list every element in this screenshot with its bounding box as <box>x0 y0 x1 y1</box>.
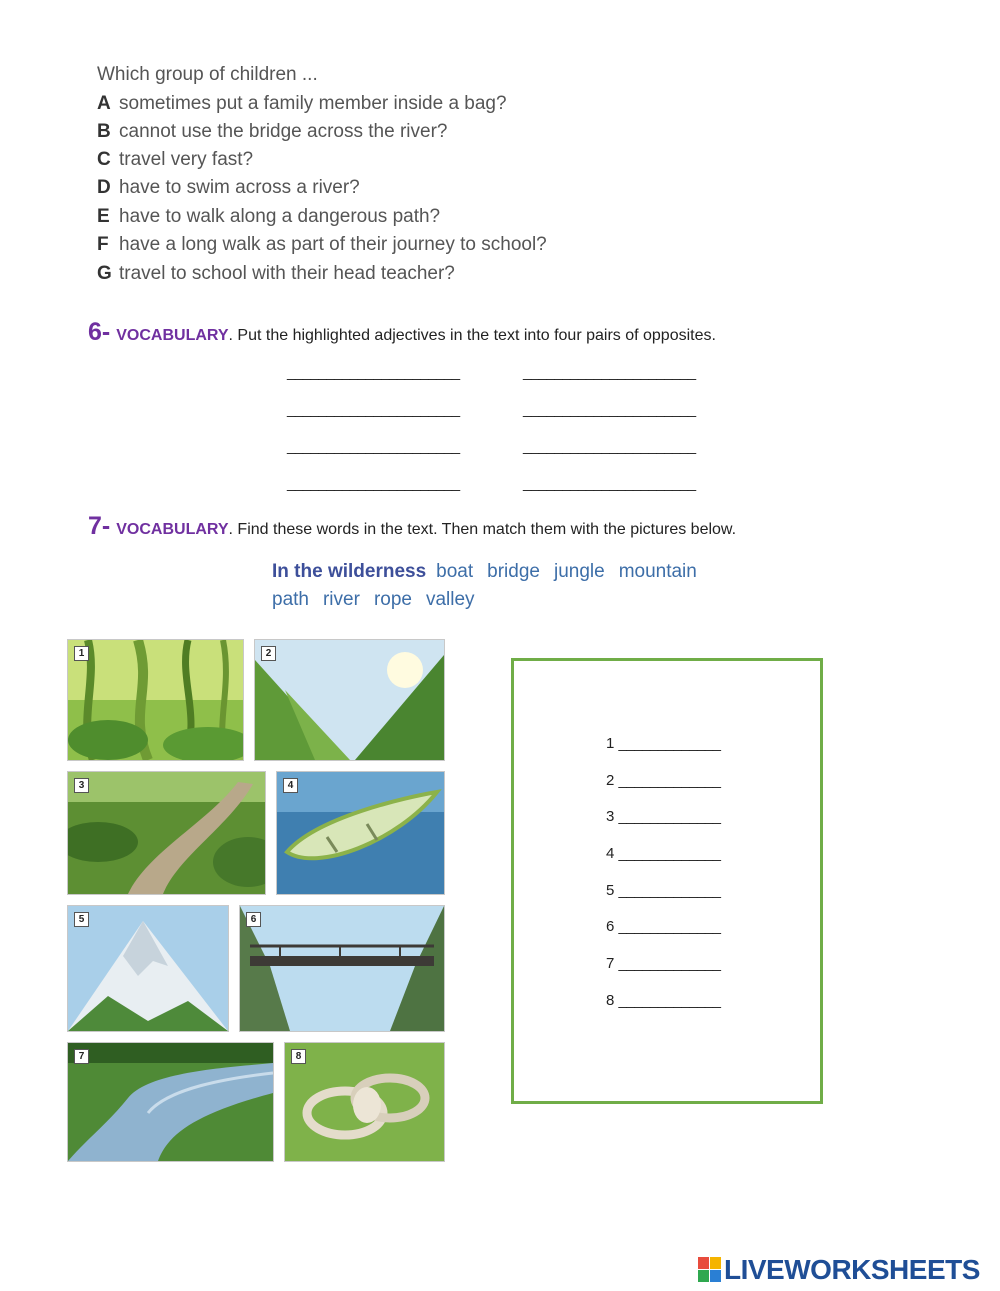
question-intro: Which group of children ... <box>97 64 318 85</box>
answer-number: 3 <box>606 808 615 825</box>
question-item <box>97 177 360 199</box>
word: jungle <box>553 561 605 582</box>
section-number: 7- <box>88 512 111 540</box>
word-box-title: In the wilderness <box>272 561 427 582</box>
question-letter: C <box>97 149 111 170</box>
answer-box <box>511 658 823 1104</box>
logo-mark-icon <box>698 1257 722 1283</box>
picture-number: 3 <box>74 778 89 793</box>
question-text: cannot use the bridge across the river? <box>119 121 448 142</box>
question-item <box>97 206 440 228</box>
word: rope <box>373 589 412 610</box>
answer-blank[interactable]: ______________________ <box>287 475 460 492</box>
answer-blank[interactable]: ______________________ <box>287 401 460 418</box>
question-text: sometimes put a family member inside a bag? <box>119 93 507 114</box>
word-box-line <box>272 586 711 614</box>
word: valley <box>425 589 475 610</box>
answer-number: 2 <box>606 772 615 789</box>
answer-number: 5 <box>606 882 615 899</box>
section-number: 6- <box>88 318 111 346</box>
question-text: have a long walk as part of their journey to school? <box>119 234 547 255</box>
answer-row[interactable] <box>606 882 720 899</box>
answer-blank[interactable]: ______________________ <box>523 401 696 418</box>
word: path <box>272 589 309 610</box>
question-text: have to swim across a river? <box>119 177 360 198</box>
answer-blank[interactable]: _____________ <box>618 845 721 862</box>
answer-row[interactable] <box>606 918 720 935</box>
word: boat <box>436 561 474 582</box>
boat-image <box>276 771 445 895</box>
mountain-image <box>67 905 229 1032</box>
answer-number: 6 <box>606 918 615 935</box>
answer-row[interactable] <box>606 845 720 862</box>
answer-blank[interactable]: _____________ <box>618 992 721 1009</box>
logo-text: LIVEWORKSHEETS <box>724 1254 980 1285</box>
section-keyword: VOCABULARY <box>116 521 229 538</box>
question-item <box>97 149 253 171</box>
word-box-line <box>272 558 711 586</box>
section-instruction: . Put the highlighted adjectives in the text into four pairs of opposites. <box>228 327 716 344</box>
answer-number: 1 <box>606 735 615 752</box>
answer-row[interactable] <box>606 735 720 752</box>
river-image <box>67 1042 274 1162</box>
answer-blank[interactable]: _____________ <box>618 882 721 899</box>
question-letter: E <box>97 206 110 227</box>
answer-number: 4 <box>606 845 615 862</box>
picture-number: 5 <box>74 912 89 927</box>
picture-number: 1 <box>74 646 89 661</box>
section-7-heading <box>88 512 736 541</box>
jungle-image <box>67 639 244 761</box>
picture-number: 4 <box>283 778 298 793</box>
valley-image <box>254 639 445 761</box>
question-item <box>97 234 547 256</box>
answer-number: 8 <box>606 992 615 1009</box>
question-item <box>97 93 507 115</box>
answer-blank[interactable]: _____________ <box>618 808 721 825</box>
question-text: have to walk along a dangerous path? <box>119 206 441 227</box>
answer-blank[interactable]: _____________ <box>618 772 721 789</box>
answer-blank[interactable]: _____________ <box>618 955 721 972</box>
answer-row[interactable] <box>606 772 720 789</box>
liveworksheets-logo[interactable] <box>698 1255 980 1285</box>
rope-image <box>284 1042 445 1162</box>
question-item <box>97 121 447 143</box>
word: mountain <box>618 561 697 582</box>
question-letter: B <box>97 121 111 142</box>
answer-blank[interactable]: _____________ <box>618 918 721 935</box>
answer-blank[interactable]: ______________________ <box>287 364 460 381</box>
word: river <box>322 589 360 610</box>
answer-row[interactable] <box>606 992 720 1009</box>
answer-number: 7 <box>606 955 615 972</box>
section-keyword: VOCABULARY <box>116 327 229 344</box>
answer-blank[interactable]: ______________________ <box>523 438 696 455</box>
answer-blank[interactable]: ______________________ <box>523 364 696 381</box>
section-6-heading <box>88 318 716 347</box>
answer-row[interactable] <box>606 808 720 825</box>
question-text: travel to school with their head teacher? <box>119 263 455 284</box>
answer-row[interactable] <box>606 955 720 972</box>
question-item <box>97 263 455 285</box>
word-box <box>272 558 711 614</box>
picture-number: 8 <box>291 1049 306 1064</box>
question-letter: F <box>97 234 109 255</box>
picture-number: 7 <box>74 1049 89 1064</box>
picture-number: 2 <box>261 646 276 661</box>
question-text: travel very fast? <box>119 149 254 170</box>
word: bridge <box>487 561 540 582</box>
section-instruction: . Find these words in the text. Then match them with the pictures below. <box>228 521 737 538</box>
path-image <box>67 771 266 895</box>
answer-blank[interactable]: ______________________ <box>523 475 696 492</box>
question-letter: A <box>97 93 111 114</box>
bridge-image <box>239 905 445 1032</box>
question-letter: G <box>97 263 112 284</box>
question-letter: D <box>97 177 111 198</box>
answer-blank[interactable]: _____________ <box>618 735 721 752</box>
answer-blank[interactable]: ______________________ <box>287 438 460 455</box>
picture-number: 6 <box>246 912 261 927</box>
